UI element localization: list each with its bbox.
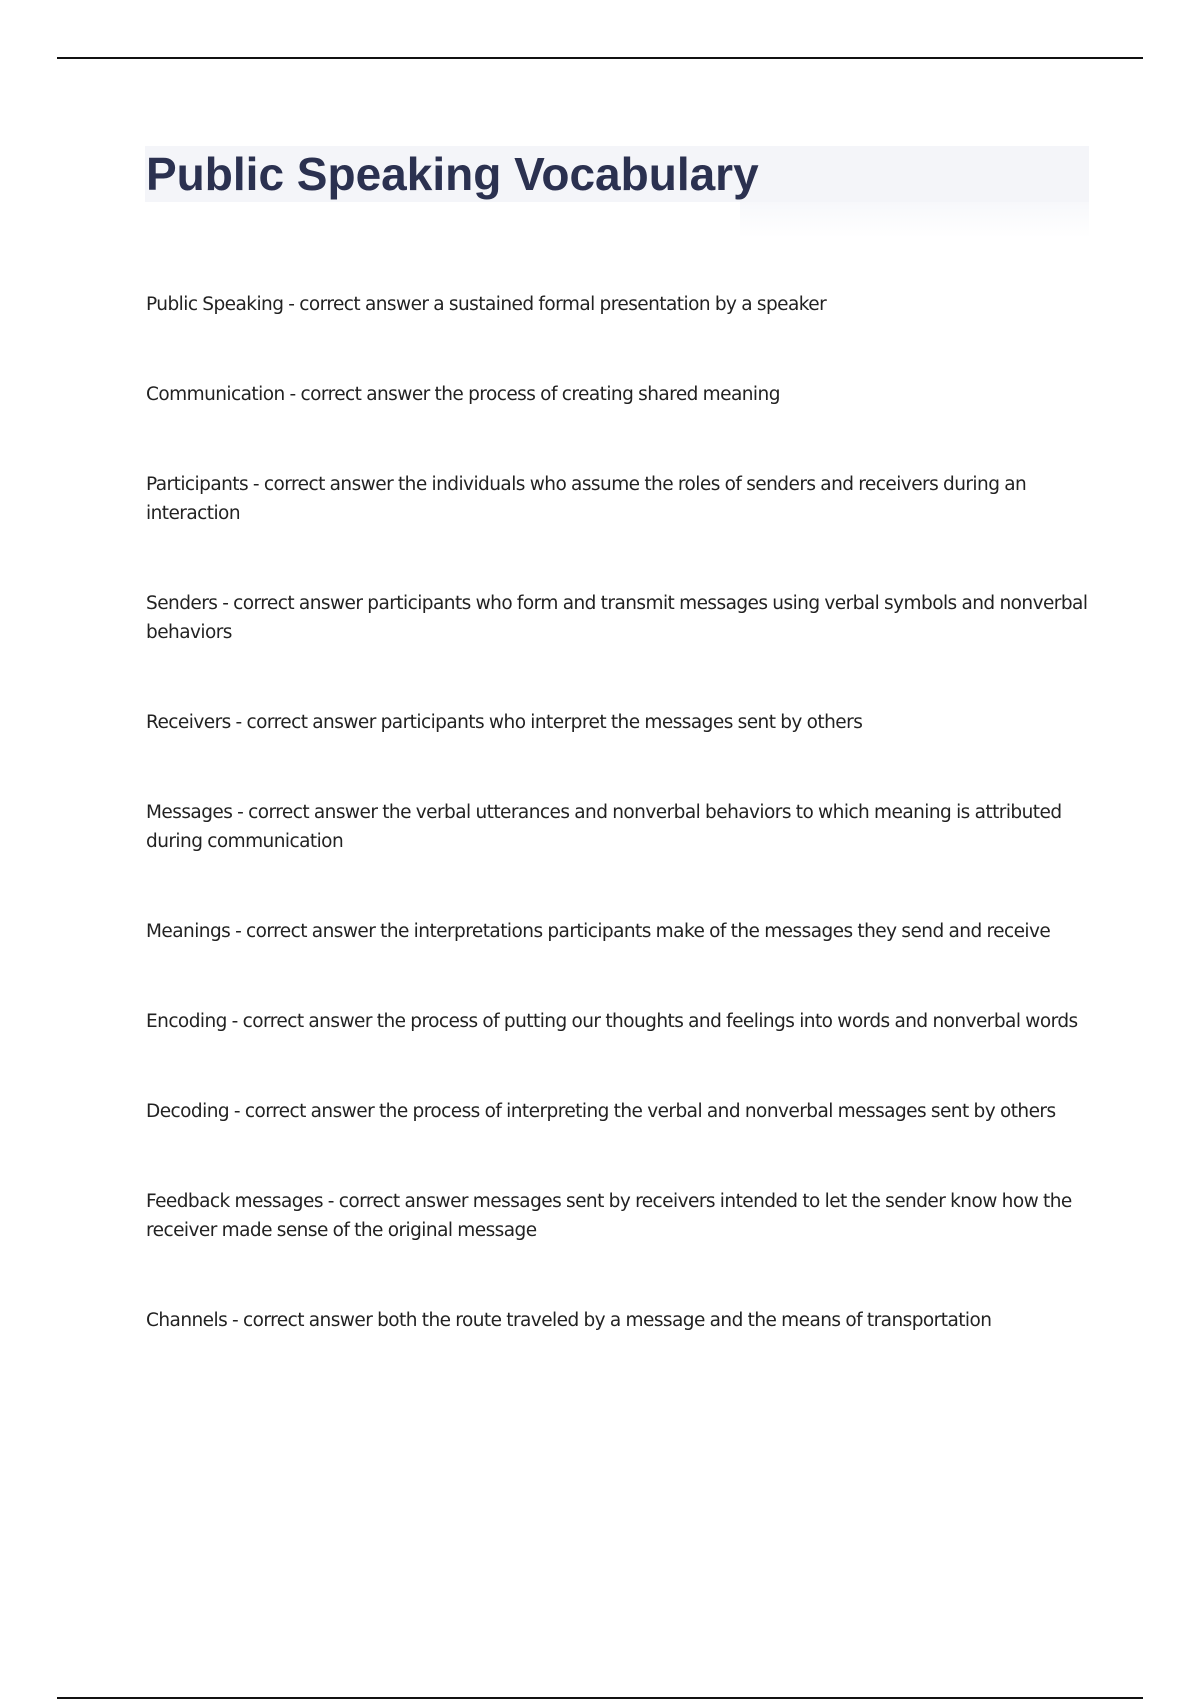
vocabulary-entry-public-speaking: Public Speaking - correct answer a sustained formal presentation by a speaker	[146, 294, 827, 315]
vocabulary-entry-receivers: Receivers - correct answer participants who interpret the messages sent by others	[146, 712, 863, 733]
vocabulary-entry-feedback-messages: Feedback messages - correct answer messages sent by receivers intended to let the sender know how the receiver made sense of the original message	[146, 1191, 1072, 1241]
vocabulary-entry-participants: Participants - correct answer the individuals who assume the roles of senders and receivers during an interaction	[146, 474, 1027, 524]
page-title: Public Speaking Vocabulary	[146, 148, 759, 200]
vocabulary-entry-encoding: Encoding - correct answer the process of putting our thoughts and feelings into words and nonverbal words	[146, 1011, 1078, 1032]
vocabulary-entry-senders: Senders - correct answer participants who form and transmit messages using verbal symbols and nonverbal behaviors	[146, 593, 1088, 643]
vocabulary-entry-messages: Messages - correct answer the verbal utterances and nonverbal behaviors to which meaning is attributed during communication	[146, 802, 1062, 852]
title-highlight-fade	[740, 202, 1089, 238]
vocabulary-entry-meanings: Meanings - correct answer the interpretations participants make of the messages they send and receive	[146, 921, 1051, 942]
vocabulary-entry-decoding: Decoding - correct answer the process of interpreting the verbal and nonverbal messages sent by others	[146, 1101, 1056, 1122]
top-rule	[57, 57, 1143, 59]
bottom-rule	[57, 1697, 1143, 1699]
vocabulary-entry-channels: Channels - correct answer both the route traveled by a message and the means of transportation	[146, 1310, 992, 1331]
vocabulary-entry-communication: Communication - correct answer the process of creating shared meaning	[146, 384, 780, 405]
vocabulary-list	[146, 290, 1091, 1396]
